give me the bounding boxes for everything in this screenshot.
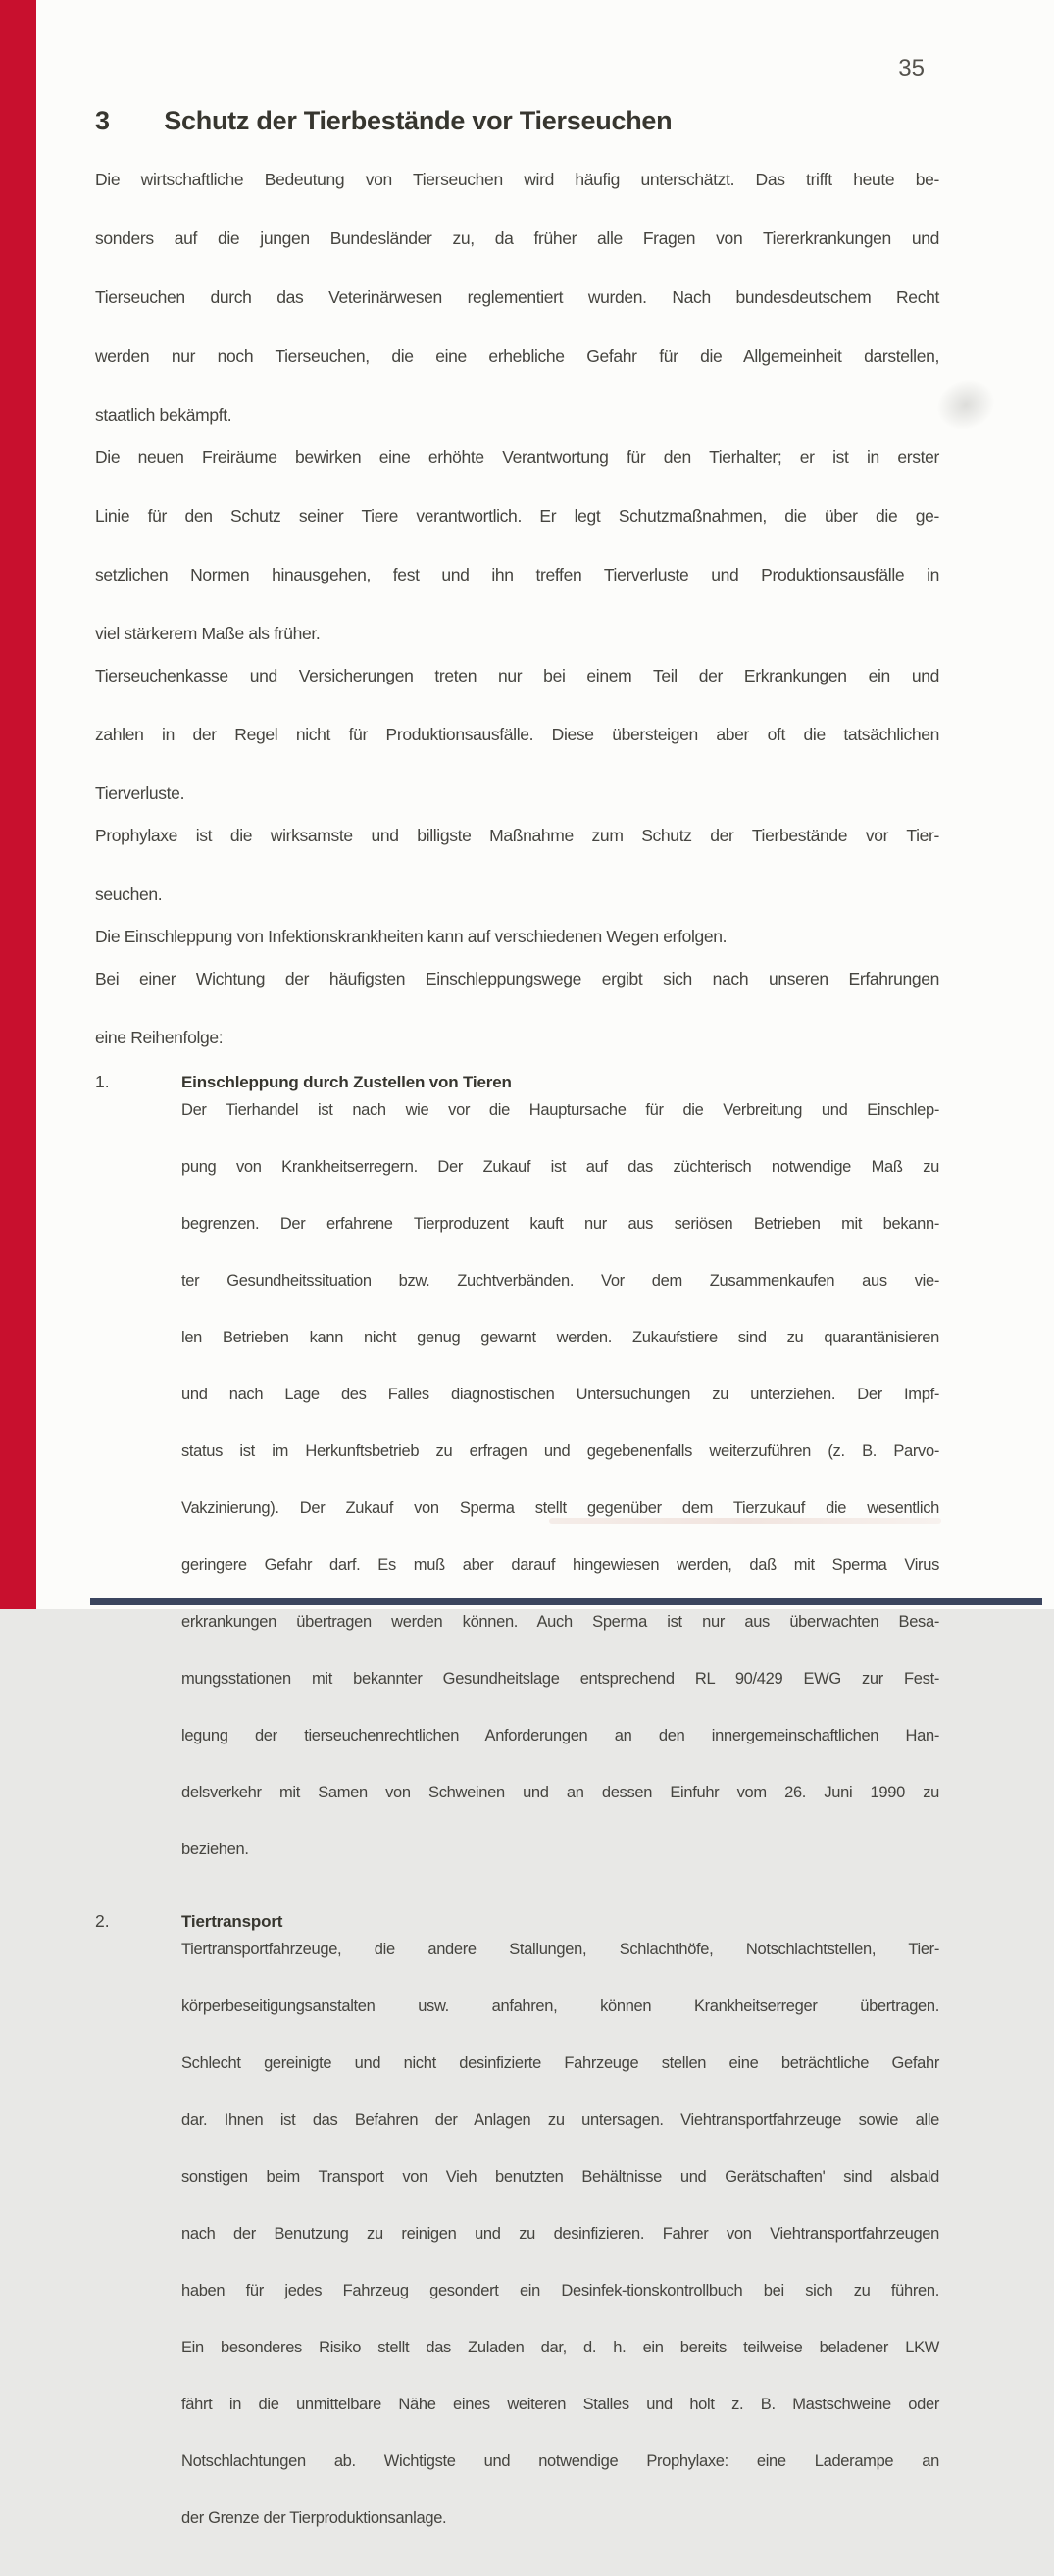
list-item-body <box>181 1068 939 1864</box>
text-line: pung von Krankheitserregern. Der Zukauf ist auf das züchterisch notwendige Maß zu <box>181 1158 939 1176</box>
text-line: körperbeseitigungsanstalten usw. anfahren, können Krankheitserreger übertragen. <box>181 1997 939 2015</box>
text-line: der Grenze der Tierproduktionsanlage. <box>181 2509 447 2527</box>
page-number: 35 <box>898 55 925 81</box>
numbered-list <box>95 1068 939 2533</box>
page-content <box>95 165 939 2576</box>
text-line: erkrankungen übertragen werden können. Auch Sperma ist nur aus überwachten Besa- <box>181 1613 939 1631</box>
text-line: Linie für den Schutz seiner Tiere verantwortlich. Er legt Schutzmaßnahmen, die über die ge- <box>95 506 939 526</box>
text-line: Ein besonderes Risiko stellt das Zuladen dar, d. h. ein bereits teilweise beladener LKW <box>181 2339 939 2356</box>
text-line: Der Tierhandel ist nach wie vor die Hauptursache für die Verbreitung und Einschlep- <box>181 1101 939 1119</box>
section-heading <box>95 106 672 136</box>
text-line: sonstigen beim Transport von Vieh benutzten Behältnisse und Gerätschaften' sind alsbald <box>181 2168 939 2186</box>
text-line: fährt in die unmittelbare Nähe eines weiteren Stalles und holt z. B. Mastschweine oder <box>181 2396 939 2413</box>
text-line: Tierverluste. <box>95 783 185 803</box>
scan-smudge-artifact <box>549 1518 941 1524</box>
text-line: begrenzen. Der erfahrene Tierproduzent kauft nur aus seriösen Betrieben mit bekann- <box>181 1215 939 1233</box>
text-line: Die Einschleppung von Infektionskrankheiten kann auf verschiedenen Wegen erfolgen. <box>95 927 728 946</box>
text-line: nach der Benutzung zu reinigen und zu desinfizieren. Fahrer von Viehtransportfahrzeugen <box>181 2225 939 2243</box>
text-line: ter Gesundheitssituation bzw. Zuchtverbänden. Vor dem Zusammenkaufen aus vie- <box>181 1272 939 1289</box>
text-line: legung der tierseuchenrechtlichen Anforderungen an den innergemeinschaftlichen Han- <box>181 1727 939 1744</box>
text-line: viel stärkerem Maße als früher. <box>95 624 321 643</box>
text-line: delsverkehr mit Samen von Schweinen und an dessen Einfuhr vom 26. Juni 1990 zu <box>181 1784 939 1801</box>
list-item-number: 1. <box>95 1072 110 1091</box>
text-line: zahlen in der Regel nicht für Produktionsausfälle. Diese übersteigen aber oft die tatsächlichen <box>95 725 939 744</box>
text-line: eine Reihenfolge: <box>95 1028 224 1047</box>
text-line: seuchen. <box>95 884 163 904</box>
text-line: Prophylaxe ist die wirksamste und billigste Maßnahme zum Schutz der Tierbestände vor Tier- <box>95 826 939 845</box>
text-line: und nach Lage des Falles diagnostischen Untersuchungen zu unterziehen. Der Impf- <box>181 1386 939 1403</box>
paragraph <box>95 922 939 951</box>
section-number: 3 <box>95 106 110 135</box>
text-line: dar. Ihnen ist das Befahren der Anlagen zu untersagen. Viehtransportfahrzeuge sowie alle <box>181 2111 939 2129</box>
body-paragraphs <box>95 165 939 1052</box>
text-line: len Betrieben kann nicht genug gewarnt werden. Zukaufstiere sind zu quarantänisieren <box>181 1329 939 1346</box>
text-line: beziehen. <box>181 1841 249 1858</box>
text-line: staatlich bekämpft. <box>95 405 232 425</box>
text-line: Notschlachtungen ab. Wichtigste und notwendige Prophylaxe: eine Laderampe an <box>181 2452 939 2470</box>
section-title: Schutz der Tierbestände vor Tierseuchen <box>164 106 673 135</box>
text-line: setzlichen Normen hinausgehen, fest und ihn treffen Tierverluste und Produktionsausfälle in <box>95 565 939 584</box>
text-line: mungsstationen mit bekannter Gesundheitslage entsprechend RL 90/429 EWG zur Fest- <box>181 1670 939 1688</box>
text-line: Bei einer Wichtung der häufigsten Einschleppungswege ergibt sich nach unseren Erfahrungen <box>95 969 939 988</box>
text-line: Tierseuchenkasse und Versicherungen treten nur bei einem Teil der Erkrankungen ein und <box>95 666 939 685</box>
text-line: Tierseuchen durch das Veterinärwesen reglementiert wurden. Nach bundesdeutschem Recht <box>95 287 939 307</box>
list-item <box>95 1068 939 1864</box>
paragraph <box>95 964 939 1052</box>
list-item-body <box>181 1907 939 2533</box>
text-line: Schlecht gereinigte und nicht desinfizierte Fahrzeuge stellen eine beträchtliche Gefahr <box>181 2054 939 2072</box>
page-bottom-edge-line <box>90 1598 1042 1605</box>
paragraph <box>95 165 939 429</box>
list-item-title: Tiertransport <box>181 1912 283 1931</box>
paragraph <box>95 821 939 909</box>
text-line: status ist im Herkunftsbetrieb zu erfragen und gegebenenfalls weiterzuführen (z. B. Parvo- <box>181 1442 939 1460</box>
scan-smudge-artifact <box>930 373 1002 437</box>
list-item <box>95 1907 939 2533</box>
text-line: Die wirtschaftliche Bedeutung von Tierseuchen wird häufig unterschätzt. Das trifft heute be- <box>95 170 939 189</box>
text-line: Vakzinierung). Der Zukauf von Sperma stellt gegenüber dem Tierzukauf die wesentlich <box>181 1499 939 1517</box>
text-line: werden nur noch Tierseuchen, die eine erhebliche Gefahr für die Allgemeinheit darstellen, <box>95 346 939 366</box>
paragraph <box>95 442 939 648</box>
text-line: haben für jedes Fahrzeug gesondert ein Desinfek-tionskontrollbuch bei sich zu führen. <box>181 2282 939 2299</box>
text-line: sonders auf die jungen Bundesländer zu, da früher alle Fragen von Tiererkrankungen und <box>95 228 939 248</box>
paragraph <box>95 661 939 808</box>
text-line: geringere Gefahr darf. Es muß aber darauf hingewiesen werden, daß mit Sperma Virus <box>181 1556 939 1574</box>
text-line: Tiertransportfahrzeuge, die andere Stallungen, Schlachthöfe, Notschlachtstellen, Tier- <box>181 1941 939 1958</box>
list-item-title: Einschleppung durch Zustellen von Tieren <box>181 1073 512 1091</box>
list-item-number: 2. <box>95 1911 110 1931</box>
book-spine-red-strip <box>0 0 36 1609</box>
text-line: Die neuen Freiräume bewirken eine erhöhte Verantwortung für den Tierhalter; er ist in erster <box>95 447 939 467</box>
